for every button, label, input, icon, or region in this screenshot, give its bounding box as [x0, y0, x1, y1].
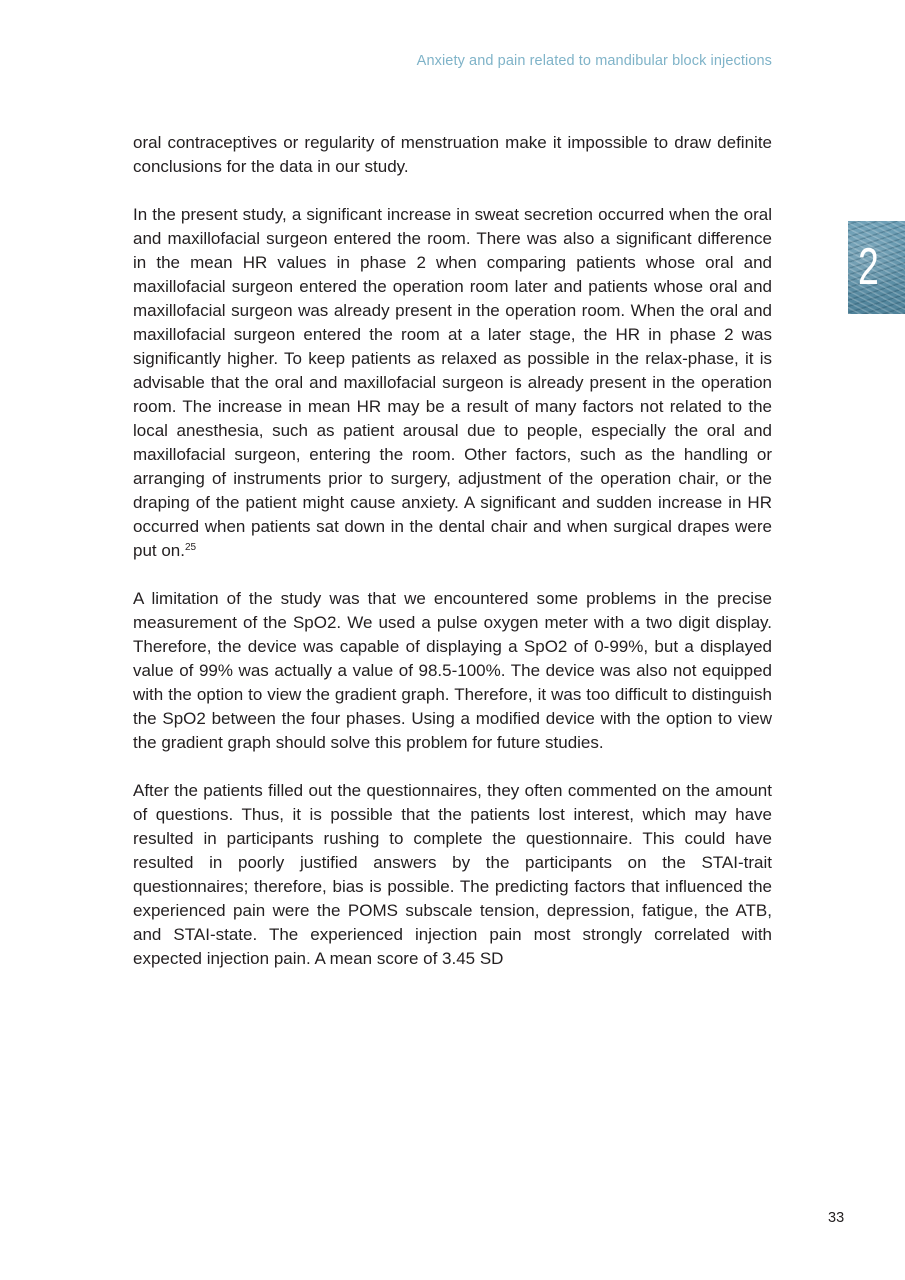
paragraph	[133, 203, 772, 563]
page-number: 33	[828, 1210, 845, 1226]
reference-superscript: 25	[185, 542, 197, 553]
running-header: Anxiety and pain related to mandibular block injections	[416, 53, 772, 69]
paragraph: After the patients filled out the questionnaires, they often commented on the amount of questions. Thus, it is possible that the patients lost interest, which may have resulted in participants rushing to complete the questionnaire. This could have resulted in poorly justified answers by the participants on the STAI-trait questionnaires; therefore, bias is possible. The predicting factors that influenced the experienced pain were the POMS subscale tension, depression, fatigue, the ATB, and STAI-state. The experienced injection pain most strongly correlated with expected injection pain. A mean score of 3.45 SD	[133, 781, 772, 968]
chapter-tab	[848, 221, 905, 314]
body-text	[133, 131, 772, 995]
paragraph-text: In the present study, a significant increase in sweat secretion occurred when the oral and maxillofacial surgeon entered the room. There was also a significant difference in the mean HR values in phase 2 when comparing patients whose oral and maxillofacial surgeon entered the operation room later and patients whose oral and maxillofacial surgeon was already present in the operation room. When the oral and maxillofacial surgeon entered the room at a later stage, the HR in phase 2 was significantly higher. To keep patients as relaxed as possible in the relax-phase, it is advisable that the oral and maxillofacial surgeon is already present in the operation room. The increase in mean HR may be a result of many factors not related to the local anesthesia, such as patient arousal due to people, especially the oral and maxillofacial surgeon, entering the room. Other factors, such as the handling or arranging of instruments prior to surgery, adjustment of the operation chair, or the draping of the patient might cause anxiety. A significant and sudden increase in HR occurred when patients sat down in the dental chair and when surgical drapes were put on.	[133, 205, 772, 560]
paragraph: A limitation of the study was that we encountered some problems in the precise measurement of the SpO2. We used a pulse oxygen meter with a two digit display. Therefore, the device was capable of displaying a SpO2 of 0-99%, but a displayed value of 99% was actually a value of 98.5-100%. The device was also not equipped with the option to view the gradient graph. Therefore, it was too difficult to distinguish the SpO2 between the four phases. Using a modified device with the option to view the gradient graph should solve this problem for future studies.	[133, 589, 772, 752]
chapter-number: 2	[858, 238, 879, 296]
paragraph: oral contraceptives or regularity of menstruation make it impossible to draw definite conclusions for the data in our study.	[133, 133, 772, 176]
